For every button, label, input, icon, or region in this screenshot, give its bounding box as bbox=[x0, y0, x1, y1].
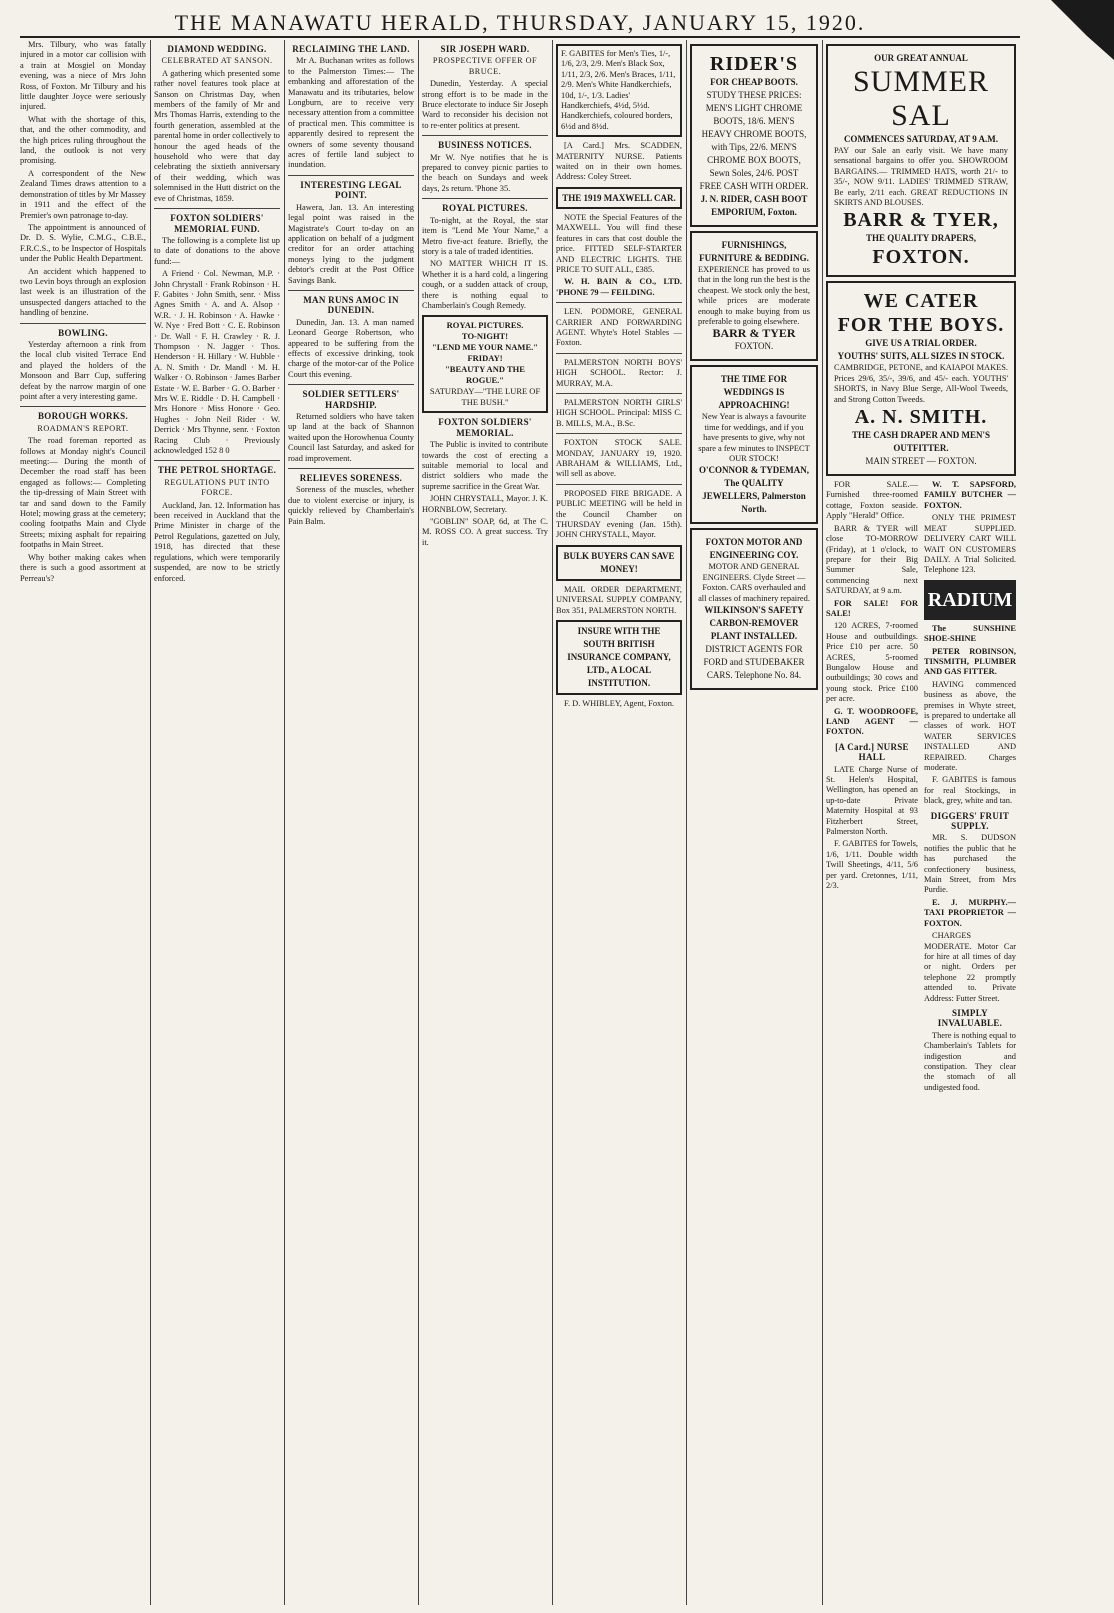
riders-ad bbox=[690, 44, 818, 227]
ad-text: HAVING commenced business as above, the premises in Whyte street, is prepared to undertake all classes of work. HOT WATER SERVICES INSTALLED AND REPAIRED. Charges moderate. bbox=[924, 679, 1016, 772]
ad-text: FOR SALE.— Furnished three-roomed cottage, Foxton seaside. Apply "Herald" Office. bbox=[826, 480, 918, 521]
ad-title: ROYAL PICTURES. bbox=[446, 320, 524, 331]
ad-line: SATURDAY—"THE LURE OF THE BUSH." bbox=[429, 386, 541, 408]
ad-text: PALMERSTON NORTH GIRLS' HIGH SCHOOL. Principal: MISS C. B. MILLS, M.A., B.Sc. bbox=[556, 397, 682, 428]
ad-text: MAIL ORDER DEPARTMENT, UNIVERSAL SUPPLY COMPANY, Box 351, PALMERSTON NORTH. bbox=[556, 584, 682, 615]
ad-text: FOXTON STOCK SALE. MONDAY, JANUARY 19, 1920. ABRAHAM & WILLIAMS, Ltd., will sell as above. bbox=[556, 438, 682, 479]
memorial-heading: FOXTON SOLDIERS' MEMORIAL. bbox=[438, 417, 532, 438]
ad-title: RADIUM bbox=[927, 588, 1013, 611]
ad-text: F. D. WHIBLEY, Agent, Foxton. bbox=[564, 699, 674, 709]
bulk-buyers-ad bbox=[556, 545, 682, 581]
ad-text: MAIN STREET — FOXTON. bbox=[865, 456, 977, 467]
column-rule bbox=[552, 40, 553, 1605]
legal-point-heading: INTERESTING LEGAL POINT. bbox=[300, 179, 402, 201]
ad-line: FRIDAY! bbox=[467, 353, 503, 364]
masthead bbox=[20, 10, 1020, 38]
lower-right-columns bbox=[826, 480, 1016, 1095]
ad-text: O'CONNOR & TYDEMAN, The QUALITY JEWELLERS, Palmerston North. bbox=[698, 465, 810, 515]
divider bbox=[288, 468, 414, 469]
column-5 bbox=[556, 40, 682, 1605]
nurse-heading: [A Card.] NURSE HALL bbox=[835, 741, 909, 763]
ad-text: MOTOR AND GENERAL ENGINEERS. Clyde Street — Foxton. CARS overhauled and all classes of machinery repaired. bbox=[698, 562, 810, 603]
article-paragraph: Dunedin, Yesterday. A special strong effort is to be made in the Bruce electorate to induce Sir Joseph Ward to reconsider his decision not to re-enter politics at present. bbox=[422, 79, 548, 130]
furnishings-ad bbox=[690, 231, 818, 361]
ad-title: BARR & TYER, bbox=[843, 209, 999, 232]
ad-title: RIDER'S bbox=[709, 53, 799, 75]
ad-text: PAY our Sale an early visit. We have many sensational bargains to offer you. SHOWROOM BARGAINS.— TRIMMED HATS, worth 21/- to 35/-, NOW 9/11. LADIES' TRIMMED STRAW, Be early, 2/11 each. GREAT REDUCTIONS IN SKIRTS AND BLOUSES. bbox=[834, 146, 1008, 208]
ward-sub: PROSPECTIVE OFFER OF BRUCE. bbox=[432, 56, 538, 76]
divider bbox=[422, 198, 548, 199]
ad-text: PALMERSTON NORTH BOYS' HIGH SCHOOL. Rector: J. MURRAY, M.A. bbox=[556, 357, 682, 388]
ad-text: WILKINSON'S SAFETY CARBON-REMOVER PLANT INSTALLED. bbox=[704, 605, 804, 642]
column-3 bbox=[288, 40, 414, 1605]
divider bbox=[288, 290, 414, 291]
ad-text: F. GABITES for Men's Ties, 1/-, 1/6, 2/3, 2/9. Men's Black Sox, 1/11, 2/3, 2/6. Men's Braces, 1/11, 2/9. Men's White Handkerchiefs, 10d, 1/-, 1/3. Ladies' Handkerchiefs, 4½d, 5½d. Handkerchiefs, coloured borders, 6½d and 8½d. bbox=[561, 49, 676, 131]
ad-title: SUMMER SAL bbox=[852, 65, 990, 132]
ad-text: LATE Charge Nurse of St. Helen's Hospital, Wellington, has opened an up-to-date Private Maternity Hospital at 93 Fitzherbert Street, Palmerston North. bbox=[826, 764, 918, 837]
ad-text: LEN. PODMORE, GENERAL CARRIER AND FORWARDING AGENT. Whyte's Hotel Stables — Foxton. bbox=[556, 307, 682, 348]
ad-title: INSURE WITH THE SOUTH BRITISH INSURANCE COMPANY, LTD., A LOCAL INSTITUTION. bbox=[567, 626, 671, 689]
ad-line: "LEND ME YOUR NAME." bbox=[432, 342, 538, 353]
insure-ad bbox=[556, 620, 682, 695]
ad-line: "BEAUTY AND THE ROGUE." bbox=[445, 364, 525, 386]
ad-title: BARR & TYER bbox=[712, 326, 796, 341]
foxton-motor-ad bbox=[690, 528, 818, 690]
ad-title: FOR SALE! FOR SALE! bbox=[826, 598, 918, 618]
ad-text: DISTRICT AGENTS FOR FORD and STUDEBAKER CARS. Telephone No. 84. bbox=[703, 644, 805, 681]
ad-text: [A Card.] Mrs. SCADDEN, MATERNITY NURSE. Patients waited on in their own homes. Address: Coley Street. bbox=[556, 141, 682, 182]
gabites-ad bbox=[556, 44, 682, 137]
ad-text: There is nothing equal to Chamberlain's Tablets for indigestion and constipation. They clear the stomach of all undigested food. bbox=[924, 1030, 1016, 1092]
donor-list: A Friend · Col. Newman, M.P. · John Chrystall · Frank Robinson · H. F. Gabites · John Smith, senr. · Miss Agnes Smith · A. and A. Alsop · W.R. · J. H. Robinson · A. Hawke · W. Nye · Fred Bott · C. E. Robinson · Dr. Wall · F. H. Crawley · R. J. Thompson · N. Jagger · Thos. Henderson · H. Hillary · W. Hubble · A. N. Smith · Dr. Mandl · M. H. Walker · O. Robinson · James Barber Estate · W. E. Barber · G. O. Barber · Mrs W. E. Riddle · D. H. Campbell · Mrs Honore · Miss Honore · Geo. Hughes · John Neil Rider · W. Derrick · Mrs Thynne, senr. · Foxton Racing Club · Previously acknowledged 152 8 0 bbox=[154, 269, 280, 456]
ad-title: THE 1919 MAXWELL CAR. bbox=[562, 192, 676, 203]
article-paragraph: Yesterday afternoon a rink from the local club visited Terrace End and played the holders of the Monsoon and Barr Cup, suffering defeat by the narrow margin of one point after a very interesting game. bbox=[20, 339, 146, 401]
ad-text: W. T. SAPSFORD, FAMILY BUTCHER — FOXTON. bbox=[924, 480, 1016, 510]
ad-text: F. GABITES for Towels, 1/6, 1/11. Double width Twill Sheetings, 4/11, 5/6 per yard. Cretonnes, 1/11, 2/3. bbox=[826, 839, 918, 891]
weddings-ad bbox=[690, 365, 818, 524]
ad-sub: FOR CHEAP BOOTS. bbox=[710, 77, 798, 87]
ad-text: 120 ACRES, 7-roomed House and outbuildings. Price £10 per acre. 50 ACRES, 5-roomed Bungalow House and outbuildings; 30 cows and young stock. Price £100 per acre. bbox=[826, 621, 918, 704]
column-1 bbox=[20, 40, 146, 1605]
diggers-heading: DIGGERS' FRUIT SUPPLY. bbox=[930, 810, 1010, 832]
column-4 bbox=[422, 40, 548, 1605]
ad-title: FURNISHINGS, FURNITURE & BEDDING. bbox=[699, 240, 809, 263]
summer-sale-ad bbox=[826, 44, 1016, 277]
article-paragraph: Mrs. Tilbury, who was fatally injured in a motor car collision with a train at Mosgiel on Monday evening, was a niece of Mrs John Ross, of Foxton. Mr Tilbury and his little daughter Joyce were seriously injured. bbox=[20, 40, 146, 112]
column-2 bbox=[154, 40, 280, 1605]
divider bbox=[288, 175, 414, 176]
column-8 bbox=[924, 480, 1016, 1095]
divider bbox=[556, 353, 682, 354]
boys-ad bbox=[826, 281, 1016, 476]
petrol-sub: REGULATIONS PUT INTO FORCE. bbox=[164, 477, 270, 498]
ad-text: MR. S. DUDSON notifies the public that he has purchased the confectionery business, Main Street, from Mrs Purdie. bbox=[924, 833, 1016, 895]
article-paragraph: The road foreman reported as follows at Monday night's Council meeting:— During the month of December the road staff has been engaged as follows:— Completing the tip-dressing of Main Street with tar and sand down to the Family Hotel; mowing grass at the cemetery; cooling footpaths Main and Clyde Streets; mixing asphalt for repairing footpaths in Main Street. bbox=[20, 436, 146, 550]
ad-text: New Year is always a favourite time for weddings, and if you have presents to give, why not spare a few minutes to INSPECT OUR STOCK! bbox=[698, 412, 810, 464]
column-rule bbox=[822, 40, 823, 1605]
masthead-title: THE MANAWATU HERALD, THURSDAY, JANUARY 15, 1920. bbox=[174, 10, 866, 35]
ad-title: YOUTHS' SUITS, ALL SIZES IN STOCK. bbox=[837, 351, 1005, 362]
ad-line: TO-NIGHT! bbox=[461, 331, 509, 342]
article-paragraph: "GOBLIN" SOAP, 6d, at The C. M. ROSS CO. A great success. Try it. bbox=[422, 517, 548, 547]
ad-text: NOTE the Special Features of the MAXWELL. You will find these features in cars that cost double the price. FITTED SELF-STARTER AND ELECTRIC LIGHTS. THE PRICE TO SUIT ALL, £385. bbox=[556, 212, 682, 274]
memorial-fund-heading: FOXTON SOLDIERS' MEMORIAL FUND. bbox=[170, 213, 264, 234]
divider bbox=[556, 302, 682, 303]
divider bbox=[20, 323, 146, 324]
diamond-wedding-sub: CELEBRATED AT SANSON. bbox=[161, 56, 273, 66]
article-paragraph: The Public is invited to contribute towards the cost of erecting a suitable memorial to local and district soldiers who made the supreme sacrifice in the Great War. bbox=[422, 440, 548, 491]
settlers-heading: SOLDIER SETTLERS' HARDSHIP. bbox=[302, 389, 400, 410]
divider bbox=[556, 433, 682, 434]
borough-heading: BOROUGH WORKS. bbox=[37, 411, 129, 422]
torn-corner bbox=[1024, 0, 1114, 60]
ad-title: OUR GREAT ANNUAL bbox=[874, 53, 968, 63]
article-paragraph: The following is a complete list up to date of donations to the above fund:— bbox=[154, 235, 280, 266]
divider bbox=[154, 460, 280, 461]
ad-text: BARR & TYER will close TO-MORROW (Friday), at 1 o'clock, to prepare for their Big Summer Sale, commencing next SATURDAY, at 9 a.m. bbox=[826, 523, 918, 596]
article-paragraph: Why bother making cakes when there is such a good assortment at Perreau's? bbox=[20, 552, 146, 583]
ad-text: J. N. RIDER, CASH BOOT EMPORIUM, Foxton. bbox=[700, 194, 808, 217]
business-heading: BUSINESS NOTICES. bbox=[438, 140, 532, 151]
divider bbox=[422, 135, 548, 136]
ad-text: CHARGES MODERATE. Motor Car for hire at all times of day or night. Orders per telephone 22 promptly attended to. Private Address: Futter Street. bbox=[924, 931, 1016, 1003]
ad-text: PETER ROBINSON, TINSMITH, PLUMBER AND GAS FITTER. bbox=[924, 646, 1016, 677]
ad-title: WE CATER bbox=[863, 290, 979, 313]
royal-pictures-ad bbox=[422, 315, 548, 413]
article-paragraph: A gathering which presented some rather novel features took place at Sanson on Christmas Day, when members of the family of Mr and Mrs Thomas Harris, extending to the fourth generation, assembled at the parental home in order collectively to honour the aged heads of the household who were that day celebrating the sixtieth anniversary of their wedding, which was solemnised in the Hutt district on the eve of Christmas, 1859. bbox=[154, 68, 280, 203]
ad-title: GIVE US A TRIAL ORDER. bbox=[865, 338, 977, 349]
ad-text: ONLY THE PRIMEST MEAT SUPPLIED. DELIVERY CART WILL WAIT ON CUSTOMERS DAILY. A Trial Solicited. Telephone 123. bbox=[924, 513, 1016, 575]
ad-title: FOXTON MOTOR AND ENGINEERING COY. bbox=[705, 537, 803, 561]
ad-title: BULK BUYERS CAN SAVE MONEY! bbox=[563, 550, 675, 574]
article-paragraph: Mr W. Nye notifies that he is prepared to convey picnic parties to the beach on Sundays and week days, 2s return. 'Phone 35. bbox=[422, 152, 548, 193]
divider bbox=[556, 393, 682, 394]
ad-text: FOXTON. bbox=[734, 341, 774, 352]
divider bbox=[154, 208, 280, 209]
column-rule bbox=[418, 40, 419, 1605]
ad-text: G. T. WOODROOFE, LAND AGENT — FOXTON. bbox=[826, 706, 918, 737]
article-paragraph: Dunedin, Jan. 13. A man named Leonard George Robertson, who appeared to be suffering from the effects of excessive drinking, took charge of the motor-car of the Police Court this evening. bbox=[288, 317, 414, 379]
ad-title: FOXTON. bbox=[872, 246, 970, 269]
royal-heading: ROYAL PICTURES. bbox=[442, 203, 528, 214]
ad-title: COMMENCES SATURDAY, AT 9 A.M. bbox=[843, 134, 999, 144]
simply-heading: SIMPLY INVALUABLE. bbox=[937, 1007, 1003, 1029]
article-paragraph: The appointment is announced of Dr. D. S. Wylie, C.M.G., C.B.E., F.R.C.S., to be Inspector of Hospitals under the Public Health Department. bbox=[20, 222, 146, 264]
article-paragraph: An accident which happened to two Levin boys through an explosion last week is an illustration of the unsuspected dangers attached to the handling of benzine. bbox=[20, 266, 146, 318]
article-paragraph: To-night, at the Royal, the star item is "Lend Me Your Name," a Metro five-act feature. Briefly, the story is a tale of traded identities. bbox=[422, 215, 548, 256]
ad-text: E. J. MURPHY.— TAXI PROPRIETOR — FOXTON. bbox=[924, 897, 1016, 928]
divider bbox=[556, 484, 682, 485]
column-rule bbox=[284, 40, 285, 1605]
article-paragraph: Hawera, Jan. 13. An interesting legal point was raised in the Magistrate's Court to-day on an application on behalf of a judgment creditor for an order attaching moneys lying to the judgment debtor's credit at the Post Office Savings Bank. bbox=[288, 202, 414, 285]
ad-text: PROPOSED FIRE BRIGADE. A PUBLIC MEETING will be held in the Council Chamber on THURSDAY evening (Jan. 15th). JOHN CHRYSTALL, Mayor. bbox=[556, 488, 682, 540]
ad-title: A. N. SMITH. bbox=[854, 406, 988, 429]
amok-heading: MAN RUNS AMOC IN DUNEDIN. bbox=[303, 294, 399, 316]
ad-title: THE CASH DRAPER AND MEN'S OUTFITTER. bbox=[851, 430, 990, 454]
ad-text: EXPERIENCE has proved to us that in the long run the best is the cheapest. We stock only the best, while prices are moderate enough to make buying from us preferable to going elsewhere. bbox=[698, 265, 810, 327]
signature: JOHN CHRYSTALL, Mayor. J. K. HORNBLOW, Secretary. bbox=[422, 494, 548, 514]
article-paragraph: Soreness of the muscles, whether due to violent exercise or injury, is quickly relieved by Chamberlain's Pain Balm. bbox=[288, 485, 414, 526]
article-paragraph: A correspondent of the New Zealand Times draws attention to a demonstration of titles by Mr Massey in 1911 and the effect of the Premier's own patronage to-day. bbox=[20, 168, 146, 220]
maxwell-ad bbox=[556, 187, 682, 209]
borough-subheading: ROADMAN'S REPORT. bbox=[37, 423, 129, 433]
soreness-heading: RELIEVES SORENESS. bbox=[299, 473, 403, 484]
article-paragraph: Returned soldiers who have taken up land at the back of Shannon waited upon the Horowhenua County Council last Saturday, and asked for road improvement. bbox=[288, 412, 414, 463]
ward-heading: SIR JOSEPH WARD. bbox=[440, 44, 530, 54]
radium-logo bbox=[924, 580, 1016, 620]
divider bbox=[20, 406, 146, 407]
article-paragraph: NO MATTER WHICH IT IS. Whether it is a hard cold, a lingering cough, or a sudden attack of croup, there is nothing equal to Chamberlain's Cough Remedy. bbox=[422, 259, 548, 310]
ad-text: STUDY THESE PRICES: MEN'S LIGHT CHROME BOOTS, 18/6. MEN'S HEAVY CHROME BOOTS, with Tips, 22/6. MEN'S CHROME BOX BOOTS, Sewn Soles, 24/6. POST FREE CASH WITH ORDER. bbox=[699, 90, 809, 191]
ad-title: THE QUALITY DRAPERS, bbox=[866, 233, 976, 244]
article-paragraph: Auckland, Jan. 12. Information has been received in Auckland that the Prime Minister in charge of the Petrol Regulations, gazetted on July, 1918, has directed that these regulations, which were temporarily suspended, are now to be strictly enforced. bbox=[154, 500, 280, 583]
column-7 bbox=[826, 40, 1016, 1605]
column-6 bbox=[690, 40, 818, 1605]
divider bbox=[288, 384, 414, 385]
ad-title: THE TIME FOR WEDDINGS IS APPROACHING! bbox=[718, 374, 790, 411]
article-paragraph: Mr A. Buchanan writes as follows to the Palmerston Times:— The embanking and afforestation of the Manawatu and its tributaries, below Longburn, are to receive very necessary attention from a committee of practical men. This committee is apparently desired to represent the owners of some seventy thousand acres of fertile land subject to inundation. bbox=[288, 56, 414, 170]
ad-text: W. H. BAIN & CO., LTD. 'PHONE 79 — FEILDING. bbox=[556, 277, 682, 297]
column-7-lower bbox=[826, 480, 918, 1095]
bowling-heading: BOWLING. bbox=[58, 327, 108, 338]
column-rule bbox=[150, 40, 151, 1605]
article-paragraph: What with the shortage of this, that, and the other commodity, and the high prices ruling throughout the land, the outlook is not very promising. bbox=[20, 114, 146, 166]
diamond-wedding-heading: DIAMOND WEDDING. bbox=[167, 44, 267, 54]
ad-text: The SUNSHINE SHOE-SHINE bbox=[924, 623, 1016, 644]
ad-text: CAMBRIDGE, PETONE, and KAIAPOI MAKES. Prices 29/6, 35/-, 39/6, and 45/- each. YOUTHS' SHORTS, in Navy Blue Serge, All-Wool Tweeds, and Strong Cotton Tweeds. bbox=[834, 363, 1008, 404]
ad-text: F. GABITES is famous for real Stockings, in black, grey, white and tan. bbox=[924, 775, 1016, 806]
ad-title: FOR THE BOYS. bbox=[837, 314, 1005, 337]
column-rule bbox=[686, 40, 687, 1605]
petrol-heading: THE PETROL SHORTAGE. bbox=[157, 465, 277, 476]
reclaiming-heading: RECLAIMING THE LAND. bbox=[292, 44, 410, 54]
